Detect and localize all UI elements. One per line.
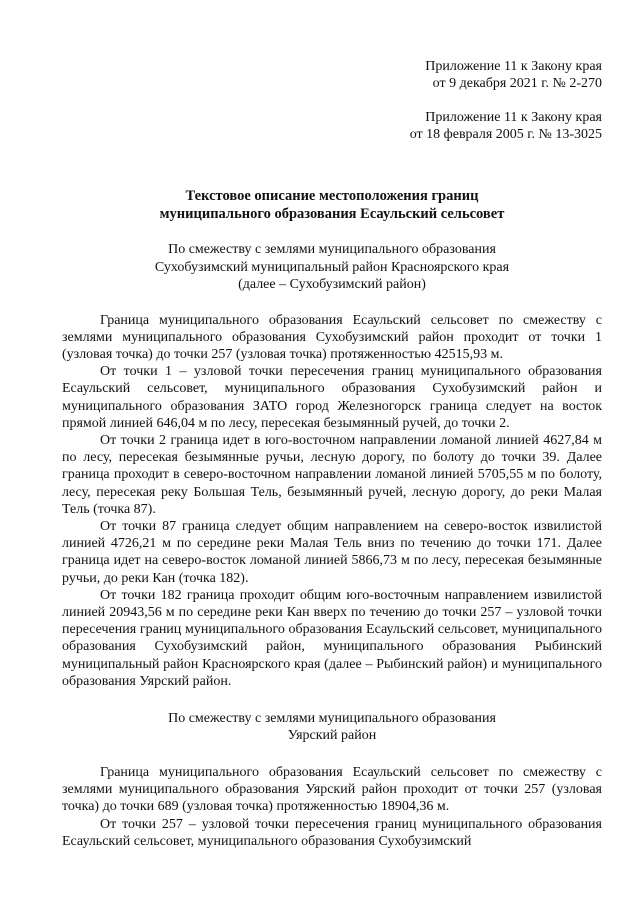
appendix-current-line1: Приложение 11 к Закону края — [425, 59, 602, 74]
section1-heading-line1: По смежеству с землями муниципального образования — [168, 242, 496, 257]
section2-heading-line2: Уярский район — [287, 728, 377, 744]
section1-paragraph: Граница муниципального образования Есаульский сельсовет по смежеству с землями муниципального образования Сухобузимский район проходит от точки 1 (узловая точка) до точки 257 (узловая точка) протяженностью 42515,93 м. — [62, 312, 602, 362]
section1-paragraph: От точки 1 – узловой точки пересечения границ муниципального образования Есаульский сельсовет, муниципального образования Сухобузимский район и муниципального образования ЗАТО город Железногорск граница следует на восток прямой линией 646,04 м по лесу, пересекая безымянный ручей, до точки 2. — [62, 364, 602, 431]
section1-heading-line3: (далее – Сухобузимский район) — [238, 277, 426, 292]
section-heading-sukhobuzimsky — [62, 241, 602, 294]
section2-paragraph: Граница муниципального образования Есаульский сельсовет по смежеству с землями муниципального образования Уярский район проходит от точки 257 (узловая точка) до точки 689 (узловая точка) протяженностью 18904,36 м. — [62, 764, 602, 815]
section2-heading-line1: По смежеству с землями муниципального образования — [168, 710, 496, 726]
appendix-original-line1: Приложение 11 к Закону края — [425, 110, 602, 125]
section1-paragraph: От точки 87 граница следует общим направлением на северо-восток извилистой линией 4726,21 м по середине реки Малая Тель вниз по течению до точки 171. Далее граница идет на северо-восток ломаной линией 5866,73 м по лесу, пересекая безымянные ручьи, до реки Кан (точка 182). — [62, 518, 602, 586]
appendix-current-law — [62, 58, 602, 92]
section2-body — [62, 764, 602, 850]
section1-paragraph: От точки 182 граница проходит общим юго-восточным направлением извилистой линией 20943,56 м по середине реки Кан вверх по течению до точки 257 – узловой точки пересечения границ муниципального образования Есаульский сельсовет, муниципального образования Сухобузимский район, муниципального образования Рыбинский муниципальный район Красноярского края (далее – Рыбинский район) и муниципального образования Уярский район. — [62, 587, 602, 689]
section-heading-uyarsky — [62, 710, 602, 745]
appendix-original-law — [62, 109, 602, 143]
section1-heading-line2: Сухобузимский муниципальный район Красноярского края — [154, 259, 510, 275]
appendix-original-line2: от 18 февраля 2005 г. № 13-3025 — [409, 127, 602, 142]
document-page — [62, 58, 602, 850]
section2-paragraph: От точки 257 – узловой точки пересечения границ муниципального образования Есаульский сельсовет, муниципального образования Сухобузимский — [62, 816, 602, 849]
section1-paragraph: От точки 2 граница идет в юго-восточном направлении ломаной линией 4627,84 м по лесу, пересекая безымянные ручьи, лесную дорогу, по болоту до точки 39. Далее граница проходит в северо-восточном направлении ломаной линией 5705,55 м по болоту, лесу, пересекая реку Большая Тель, безымянный ручей, лесную дорогу, до реки Малая Тель (точка 87). — [62, 432, 602, 517]
title-line1: Текстовое описание местоположения границ — [185, 188, 479, 204]
appendix-current-line2: от 9 декабря 2021 г. № 2-270 — [432, 76, 602, 91]
title-line2: муниципального образования Есаульский сельсовет — [159, 206, 505, 222]
section1-body — [62, 312, 602, 690]
document-title — [62, 187, 602, 223]
